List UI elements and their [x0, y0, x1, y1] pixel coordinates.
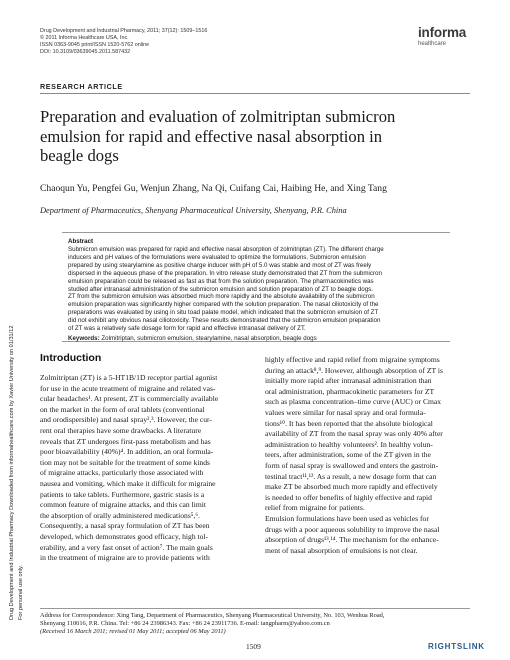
- abstract-line: inducers and pH values of the formulations were evaluated to optimize the formulations. Submicron emulsion: [68, 253, 366, 261]
- body-line: tions¹⁰. It has been reported that the absolute biological: [265, 418, 433, 428]
- title-line: Preparation and evaluation of zolmitriptan submicron: [40, 107, 396, 126]
- journal-doi: DOI: 10.3109/03639045.2011.587432: [40, 49, 131, 55]
- body-line: and orodispersible) and nasal spray²,³. However, the cur-: [40, 415, 212, 425]
- download-note: [2, 140, 30, 620]
- keywords-label: Keywords:: [68, 334, 100, 342]
- footnote: [40, 612, 470, 637]
- body-line: oral administration, pharmacokinetic parameters for ZT: [265, 386, 435, 396]
- body-line: of migraine attacks, particularly those associated with: [40, 468, 204, 478]
- body-line: teers, after administration, some of the ZT given in the: [265, 450, 431, 460]
- journal-issn: ISSN 0363-9045 print/ISSN 1520-5762 online: [40, 42, 150, 48]
- footnote-divider: [40, 608, 470, 609]
- body-line: administration to healthy volunteers². In healthy volun-: [265, 439, 433, 449]
- abstract-line: preparations was evaluated by using in situ toad palate model, which indicated that the submicron emulsion of ZT: [68, 309, 379, 317]
- body-line: Zolmitriptan (ZT) is a 5-HT1B/1D receptor partial agonist: [40, 373, 218, 382]
- page-number: 1509: [246, 642, 261, 651]
- intro-column-right: [265, 355, 471, 556]
- abstract-body: [68, 246, 450, 333]
- title-line: beagle dogs: [40, 146, 119, 165]
- journal-info: [40, 28, 207, 56]
- body-line: highly effective and rapid relief from migraine symptoms: [265, 355, 440, 364]
- body-line: during an attack⁸,⁹. However, although absorption of ZT is: [265, 365, 443, 375]
- abstract-line: studied after intranasal administration of the submicron emulsion and solution preparation of ZT to beagle dogs.: [68, 285, 373, 293]
- body-line: absorption of drugs¹³,¹⁴. The mechanism for the enhance-: [265, 535, 439, 545]
- body-line: cular headaches¹. At present, ZT is commercially available: [40, 394, 219, 404]
- body-line: initially more rapid after intranasal administration than: [265, 376, 432, 386]
- abstract-line: emulsion preparation could be released as fast as that from the solution preparation. The pharmacokinetics was: [68, 277, 374, 285]
- body-line: on the market in the form of oral tablets (conventional: [40, 404, 205, 414]
- journal-copyright: © 2011 Informa Healthcare USA, Inc.: [40, 35, 129, 41]
- body-line: reveals that ZT undergoes first-pass metabolism and has: [40, 436, 211, 446]
- abstract-line: did not exhibit any obvious nasal ciliotoxicity. These results demonstrated that the submicron emulsion preparation: [68, 317, 381, 325]
- body-line: common feature of migraine attacks, and this can limit: [40, 500, 206, 510]
- body-line: such as plasma concentration–time curve (AUC) or Cmax: [265, 397, 442, 407]
- body-line: drugs with a poor aqueous solubility to improve the nasal: [265, 524, 440, 534]
- body-line: ment of nasal absorption of emulsions is not clear.: [265, 545, 418, 555]
- body-line: poor bioavailability (40%)⁴. In addition, an oral formula-: [40, 447, 214, 457]
- abstract-line: of ZT was a relatively safe dosage form for rapid and effective intranasal delivery of ZT.: [68, 325, 306, 333]
- body-line: developed, which demonstrates good efficacy, high tol-: [40, 531, 209, 541]
- affiliation: Department of Pharmaceutics, Shenyang Pharmaceutical University, Shenyang, P.R. China: [40, 206, 347, 215]
- abstract-line: Submicron emulsion was prepared for rapid and effective nasal absorption of zolmitriptan (ZT). The different charge: [68, 246, 384, 253]
- body-line: rent oral therapies have some drawbacks. A literature: [40, 425, 202, 435]
- download-note-line2: For personal use only.: [17, 565, 24, 620]
- abstract-line: prepared by using stearylamine as positive charge inducer with pH of 5.0 was stable and most of ZT was freely: [68, 261, 372, 269]
- abstract-line: ZT from the submicron emulsion was absorbed much more rapidly and the absolute availability of the submicron: [68, 293, 375, 301]
- author-list: Chaoqun Yu, Pengfei Gu, Wenjun Zhang, Na Qi, Cuifang Cai, Haibing He, and Xing Tang: [40, 183, 387, 194]
- body-line: the absorption of orally administered medications⁵,⁶.: [40, 510, 200, 520]
- keywords: [68, 334, 450, 344]
- journal-citation: Drug Development and Industrial Pharmacy, 2011; 37(12): 1509–1516: [40, 28, 208, 34]
- title-line: emulsion for rapid and effective nasal absorption in: [40, 126, 383, 146]
- body-line: patients to take tablets. Furthermore, gastric stasis is a: [40, 489, 205, 499]
- section-heading-introduction: Introduction: [40, 352, 102, 364]
- keywords-text: Zolmitriptan, submicron emulsion, stearylamine, nasal absorption, beagle dogs: [101, 334, 317, 342]
- correspondence-contact: Shenyang 110016, P.R. China. Tel: +86 24 23986343. Fax: +86 24 23911736. E-mail: tangpharm@yahoo.com.cn: [40, 620, 330, 628]
- header-divider: [40, 93, 470, 94]
- body-line: testinal tract¹¹,¹². As a result, a new dosage form that can: [265, 471, 437, 481]
- abstract: [62, 232, 450, 342]
- body-line: Consequently, a nasal spray formulation of ZT has been: [40, 521, 210, 531]
- abstract-line: emulsion preparation was significantly higher compared with the solution preparation. The nasal ciliotoxicity of the: [68, 301, 379, 309]
- body-line: availability of ZT from the nasal spray was only 40% after: [265, 429, 443, 439]
- body-line: is needed to offer benefits of highly effective and rapid: [265, 492, 432, 502]
- body-line: values were similar for nasal spray and oral formula-: [265, 407, 426, 417]
- body-line: form of nasal spray is swallowed and enters the gastroin-: [265, 460, 439, 470]
- abstract-line: dispersed in the aqueous phase of the preparation. In vitro release study demonstrated that ZT from the submicron: [68, 269, 382, 277]
- correspondence-address: Address for Correspondence: Xing Tang, Department of Pharmaceutics, Shenyang Pharmaceutical University, No. 103, Wenhua Road,: [40, 612, 385, 619]
- rightslink-logo[interactable]: RIGHTSLINK: [428, 642, 485, 651]
- received-dates: (Received 16 March 2011; revised 01 May 2011; accepted 06 May 2011): [40, 628, 226, 636]
- body-line: tion may not be suitable for the treatment of some kinds: [40, 457, 210, 467]
- body-line: make ZT be absorbed much more rapidly and effectively: [265, 482, 438, 492]
- download-note-line1: Drug Development and Industrial Pharmacy Downloaded from informahealthcare.com by Xavier University on 01/31/12: [8, 325, 15, 620]
- logo-name: informa: [418, 25, 467, 40]
- intro-column-left: [40, 373, 246, 564]
- publisher-logo: [418, 26, 466, 48]
- body-line: nausea and vomiting, which make it difficult for migraine: [40, 478, 216, 488]
- abstract-heading: Abstract: [68, 238, 94, 245]
- body-line: Emulsion formulations have been used as vehicles for: [265, 513, 429, 523]
- body-line: relief from migraine for patients.: [265, 503, 365, 513]
- logo-sub: healthcare: [418, 41, 447, 47]
- article-type: RESEARCH ARTICLE: [40, 82, 123, 91]
- article-title: [40, 107, 470, 166]
- body-line: in the treatment of migraine are to provide patients with: [40, 553, 210, 563]
- body-line: for use in the acute treatment of migraine and related vas-: [40, 383, 216, 393]
- body-line: erability, and a very fast onset of action⁷. The main goals: [40, 542, 213, 552]
